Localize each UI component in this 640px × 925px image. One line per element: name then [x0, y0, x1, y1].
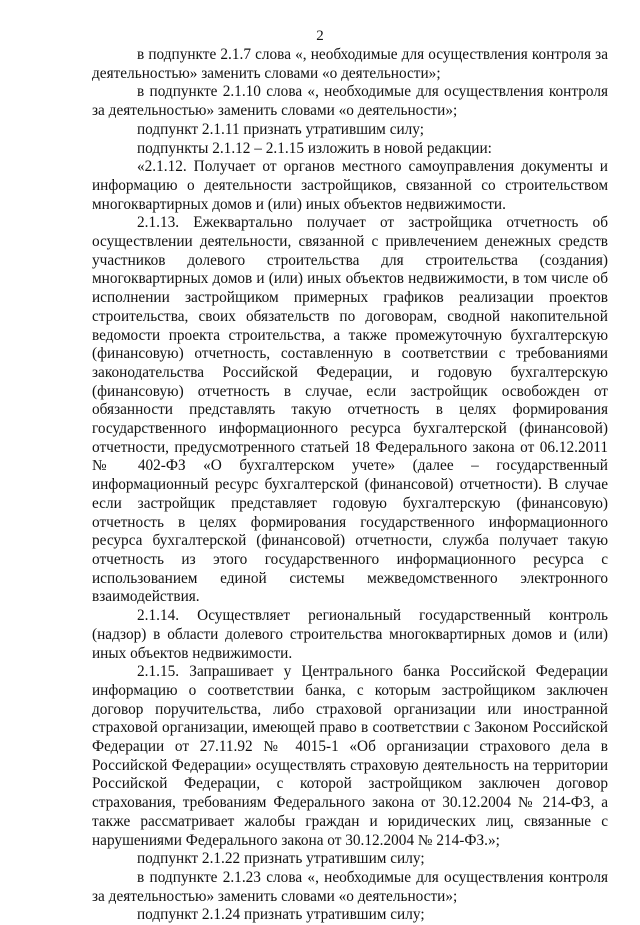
paragraph-2-1-12: «2.1.12. Получает от органов местного самоуправления документы и информацию о деятельности застройщиков, связанной со строительством многоквартирных домов и (или) иных объектов недвижимости.	[92, 158, 608, 213]
paragraph-2-1-23: в подпункте 2.1.23 слова «, необходимые для осуществления контроля за деятельностью» заменить словами «о деятельности»;	[92, 868, 608, 905]
paragraph-2-1-12-2-1-15-intro: подпункты 2.1.12 – 2.1.15 изложить в новой редакции:	[137, 139, 492, 157]
paragraph-2-1-7: в подпункте 2.1.7 слова «, необходимые для осуществления контроля за деятельностью» заменить словами «о деятельности»;	[92, 46, 608, 82]
paragraph-2-1-22: подпункт 2.1.22 признать утратившим силу;	[137, 850, 425, 868]
document-body	[92, 46, 608, 925]
paragraph-2-1-14: 2.1.14. Осуществляет региональный государственный контроль (надзор) в области долевого строительства многоквартирных домов и (или) иных объектов недвижимости.	[92, 607, 608, 662]
paragraph-2-1-24: подпункт 2.1.24 признать утратившим силу;	[137, 906, 425, 924]
paragraph-2-1-15: 2.1.15. Запрашивает у Центрального банка Российской Федерации информацию о соответствии банка, с которым застройщиком заключен договор поручительства, либо страховой организации или иностранной страховой организации, имеющей право в соответствии с Законом Российской Федерации от 27.11.92 № 4015-1 «Об организации страхового дела в Российской Федерации» осуществлять страховую деятельность на территории Российской Федерации, с которой застройщиком заключен договор страхования, требованиям Федерального закона от 30.12.2004 № 214-ФЗ, а также рассматривает жалобы граждан и юридических лиц, связанные с нарушениями Федерального закона от 30.12.2004 № 214-ФЗ.»;	[92, 663, 608, 849]
paragraph-2-1-13: 2.1.13. Ежеквартально получает от застройщика отчетность об осуществлении деятельности, связанной с привлечением денежных средств участников долевого строительства для строительства (создания) многоквартирных домов и (или) иных объектов недвижимости, в том числе об исполнении застройщиком примерных графиков реализации проектов строительства, своих обязательств по договорам, сводной накопительной ведомости проекта строительства, а также промежуточную бухгалтерскую (финансовую) отчетность, составленную в соответствии с требованиями законодательства Российской Федерации, и годовую бухгалтерскую (финансовую) отчетность в случае, если застройщик освобожден от обязанности представлять такую отчетность в целях формирования государственного информационного ресурса бухгалтерской (финансовой) отчетности, предусмотренного статьей 18 Федерального закона от 06.12.2011 № 402-ФЗ «О бухгалтерском учете» (далее – государственный информационный ресурс бухгалтерской (финансовой) отчетности). В случае если застройщик представляет годовую бухгалтерскую (финансовую) отчетность в целях формирования государственного информационного ресурса бухгалтерской (финансовой) отчетности, служба получает такую отчетность из этого государственного информационного ресурса с использованием единой системы межведомственного электронного взаимодействия.	[92, 214, 608, 606]
paragraph-2-1-10: в подпункте 2.1.10 слова «, необходимые для осуществления контроля за деятельностью» заменить словами «о деятельности»;	[92, 83, 608, 120]
paragraph-2-1-11: подпункт 2.1.11 признать утратившим силу;	[137, 120, 424, 138]
page-number: 2	[316, 28, 324, 44]
